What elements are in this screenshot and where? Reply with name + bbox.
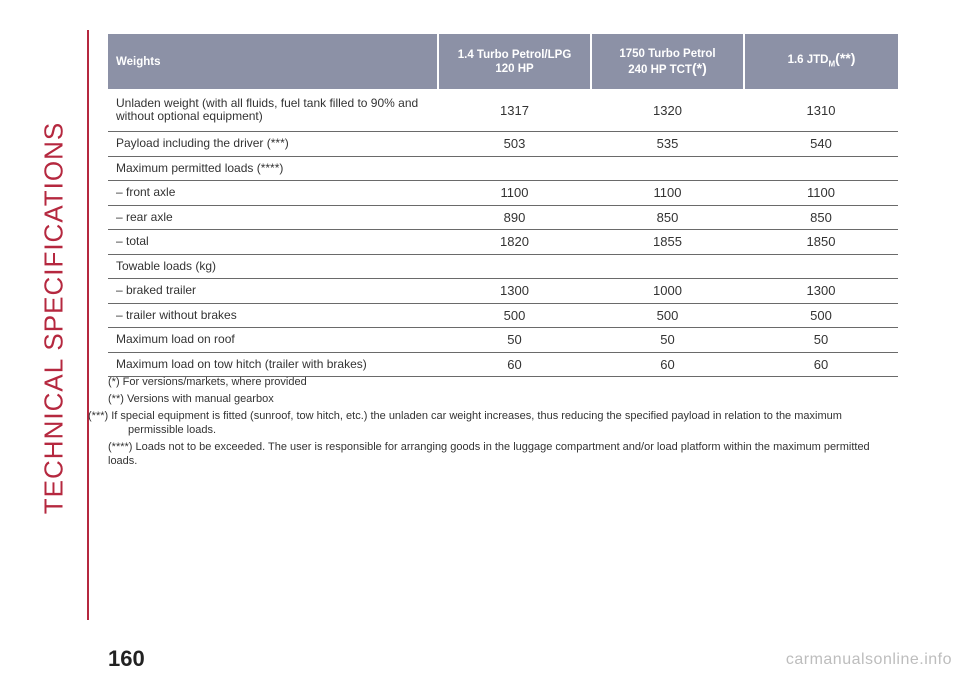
footnote-text: Versions with manual gearbox [126,393,274,405]
table-row [108,230,898,255]
footnote-mark: (*) [108,376,120,388]
row-value-jtd [744,156,898,181]
row-value-petrol-lpg [438,156,591,181]
row-value-petrol-lpg: 60 [438,352,591,377]
footnote-mark: (**) [108,393,124,405]
row-value-turbo-petrol [591,156,744,181]
table-row [108,89,898,132]
row-label: Maximum load on roof [108,328,438,353]
row-value-turbo-petrol [591,254,744,279]
row-label: Towable loads (kg) [108,254,438,279]
row-value-jtd [744,254,898,279]
row-value-petrol-lpg [438,254,591,279]
table-row [108,132,898,157]
footnote-text: If special equipment is fitted (sunroof, tow hitch, etc.) the unladen car weight increases, thus reducing the specified payload in relation to the maximum permissible loads. [111,410,842,436]
watermark: carmanualsonline.info [785,651,952,668]
row-value-jtd: 1100 [744,181,898,206]
row-value-petrol-lpg: 500 [438,303,591,328]
header-jtd [744,34,898,89]
row-value-jtd: 500 [744,303,898,328]
row-value-turbo-petrol: 1855 [591,230,744,255]
header-petrol-lpg [438,34,591,89]
table-row [108,352,898,377]
table-row [108,205,898,230]
footnote-text: For versions/markets, where provided [122,376,307,388]
row-value-jtd: 850 [744,205,898,230]
table-row [108,254,898,279]
table-row [108,156,898,181]
row-value-jtd: 1300 [744,279,898,304]
table-row [108,181,898,206]
section-title: TECHNICAL SPECIFICATIONS [38,121,69,515]
weights-table [108,34,898,377]
row-value-petrol-lpg: 1100 [438,181,591,206]
footnote [108,392,898,406]
row-label: Maximum permitted loads (****) [108,156,438,181]
row-value-jtd: 60 [744,352,898,377]
header-jtd-text: 1.6 JTD [787,54,829,67]
header-jtd-mark: (**) [835,50,856,67]
row-label: Payload including the driver (***) [108,132,438,157]
header-turbo-petrol [591,34,744,89]
header-turbo-petrol-line2: 240 HP TCT [628,63,692,76]
row-value-petrol-lpg: 1820 [438,230,591,255]
row-value-turbo-petrol: 850 [591,205,744,230]
row-value-turbo-petrol: 1320 [591,89,744,132]
table-row [108,328,898,353]
section-rule [87,30,89,620]
row-value-petrol-lpg: 890 [438,205,591,230]
row-value-jtd: 1310 [744,89,898,132]
row-value-turbo-petrol: 1000 [591,279,744,304]
header-petrol-lpg-line1: 1.4 Turbo Petrol/LPG [457,48,572,61]
row-value-petrol-lpg: 1300 [438,279,591,304]
header-jtd-sub: M [828,59,836,69]
row-value-petrol-lpg: 1317 [438,89,591,132]
footnote-mark: (****) [108,441,133,453]
row-value-turbo-petrol: 500 [591,303,744,328]
table-row [108,279,898,304]
row-label: Maximum load on tow hitch (trailer with brakes) [108,352,438,377]
row-label: – trailer without brakes [108,303,438,328]
footnote [88,409,898,437]
table-row [108,303,898,328]
row-value-turbo-petrol: 50 [591,328,744,353]
footnote [108,375,898,389]
row-value-turbo-petrol: 60 [591,352,744,377]
footnote-text: Loads not to be exceeded. The user is responsible for arranging goods in the luggage compartment and/or load platform within the maximum permitted loads. [108,441,870,467]
footnote [108,440,898,468]
table-header-row [108,34,898,89]
footnotes [88,375,898,471]
header-turbo-petrol-line1: 1750 Turbo Petrol [619,47,716,60]
row-value-petrol-lpg: 50 [438,328,591,353]
row-label: – rear axle [108,205,438,230]
row-value-jtd: 1850 [744,230,898,255]
row-label: Unladen weight (with all fluids, fuel tank filled to 90% and without optional equipment) [108,89,438,132]
row-value-petrol-lpg: 503 [438,132,591,157]
header-weights: Weights [108,34,438,89]
row-value-jtd: 540 [744,132,898,157]
header-turbo-petrol-mark: (*) [691,59,707,76]
row-value-turbo-petrol: 1100 [591,181,744,206]
row-label: – total [108,230,438,255]
header-petrol-lpg-line2: 120 HP [495,62,534,75]
row-value-jtd: 50 [744,328,898,353]
page-number: 160 [108,646,145,671]
row-value-turbo-petrol: 535 [591,132,744,157]
row-label: – front axle [108,181,438,206]
row-label: – braked trailer [108,279,438,304]
